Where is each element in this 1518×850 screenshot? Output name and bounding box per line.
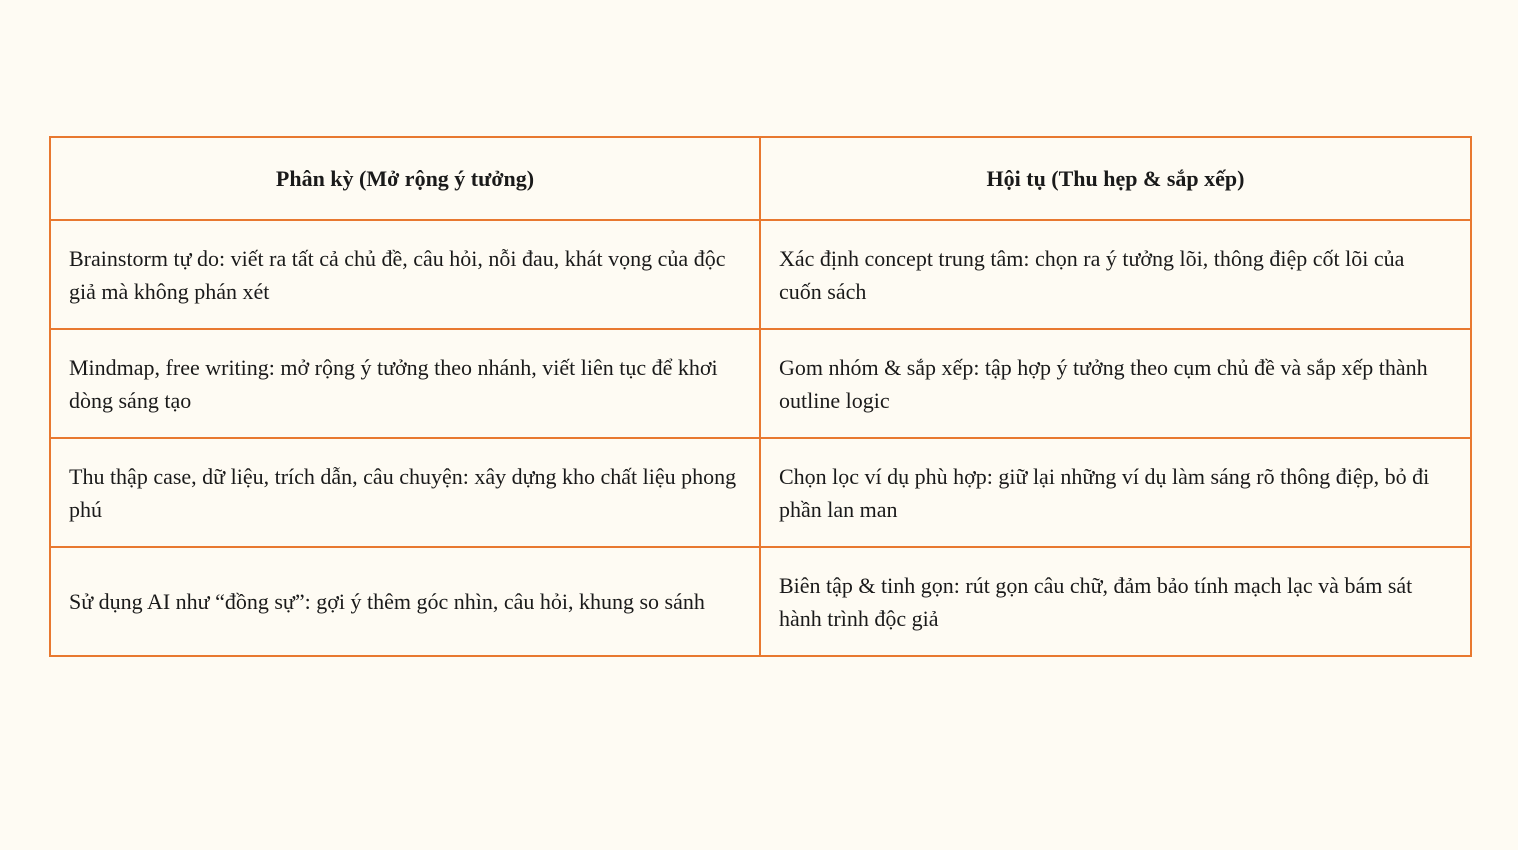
table-cell-convergent: Chọn lọc ví dụ phù hợp: giữ lại những ví dụ làm sáng rõ thông điệp, bỏ đi phần lan man [760,438,1471,547]
table-row [50,220,1471,329]
table-cell-divergent: Mindmap, free writing: mở rộng ý tưởng theo nhánh, viết liên tục để khơi dòng sáng tạo [50,329,760,438]
table-header-row [50,137,1471,220]
table-cell-convergent: Gom nhóm & sắp xếp: tập hợp ý tưởng theo cụm chủ đề và sắp xếp thành outline logic [760,329,1471,438]
table-cell-divergent: Sử dụng AI như “đồng sự”: gợi ý thêm góc nhìn, câu hỏi, khung so sánh [50,547,760,656]
comparison-table [49,136,1472,657]
table-row [50,547,1471,656]
table-row [50,438,1471,547]
header-divergent: Phân kỳ (Mở rộng ý tưởng) [50,137,760,220]
table-cell-divergent: Thu thập case, dữ liệu, trích dẫn, câu chuyện: xây dựng kho chất liệu phong phú [50,438,760,547]
table-cell-convergent: Biên tập & tinh gọn: rút gọn câu chữ, đảm bảo tính mạch lạc và bám sát hành trình độc giả [760,547,1471,656]
comparison-table-container [49,136,1470,657]
header-convergent: Hội tụ (Thu hẹp & sắp xếp) [760,137,1471,220]
table-cell-divergent: Brainstorm tự do: viết ra tất cả chủ đề, câu hỏi, nỗi đau, khát vọng của độc giả mà không phán xét [50,220,760,329]
table-row [50,329,1471,438]
table-cell-convergent: Xác định concept trung tâm: chọn ra ý tưởng lõi, thông điệp cốt lõi của cuốn sách [760,220,1471,329]
